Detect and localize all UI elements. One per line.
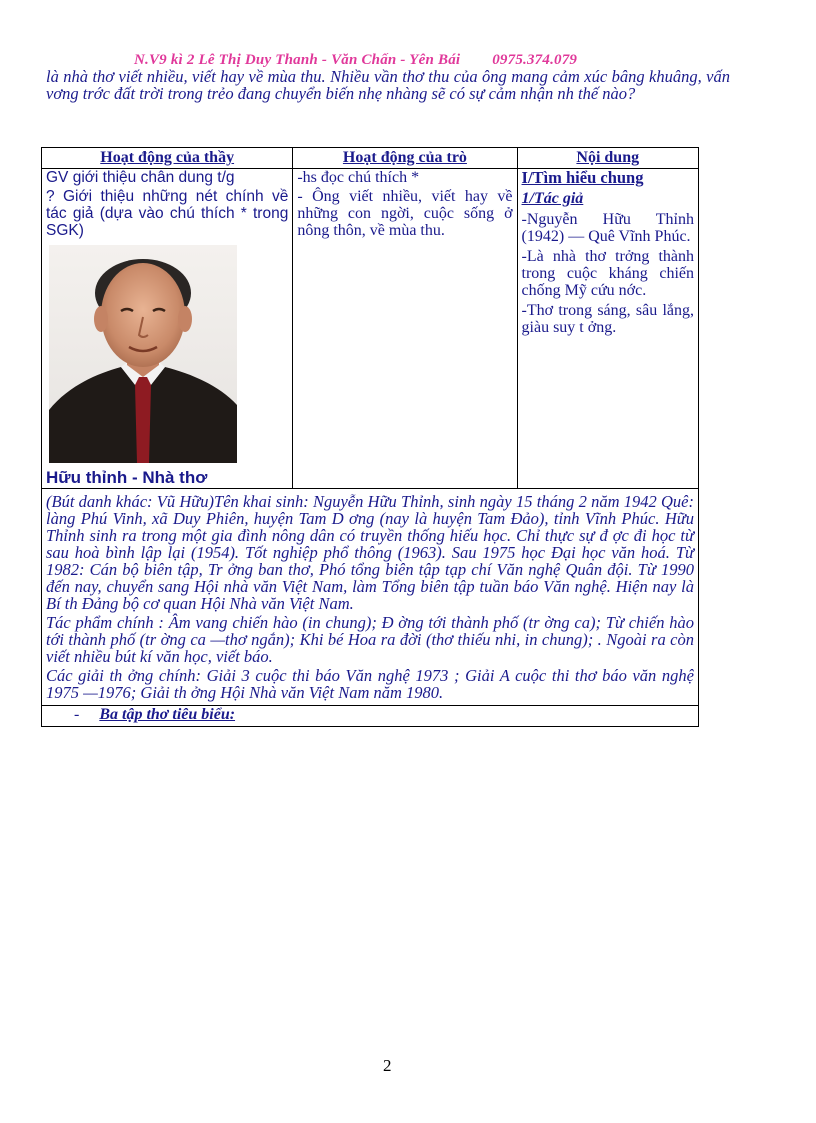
header-school: N.V9 kì 2 Lê Thị Duy Thanh - Văn Chấn - Yên Bái xyxy=(134,52,461,68)
student-activity-cell xyxy=(293,169,517,489)
teacher-line-2: ? Giới thiệu những nét chính về tác giả (dựa vào chú thích * trong SGK) xyxy=(46,188,289,239)
header-teacher-activity: Hoạt động của thầy xyxy=(42,148,293,169)
teacher-activity-cell xyxy=(42,169,293,489)
student-line-1: -hs đọc chú thích * xyxy=(297,169,420,186)
table-row xyxy=(42,169,699,489)
bio-paragraph-3: Các giải th ởng chính: Giải 3 cuộc thi báo Văn nghệ 1973 ; Giải A cuộc thi thơ báo văn nghệ 1975 —1976; Giải th ởng Hội Nhà văn Việt Nam năm 1980. xyxy=(46,666,694,702)
content-item-3: -Thơ trong sáng, sâu lắng, giàu suy t ởng. xyxy=(521,302,694,336)
header-content: Nội dung xyxy=(517,148,698,169)
poems-label: Ba tập thơ tiêu biểu: xyxy=(99,706,236,723)
header-phone: 0975.374.079 xyxy=(492,52,578,68)
table-row xyxy=(42,706,699,727)
content-cell xyxy=(517,169,698,489)
table-header-row xyxy=(42,148,699,169)
list-dash: - xyxy=(74,706,80,723)
biography-cell xyxy=(42,489,699,706)
content-item-1: -Nguyễn Hữu Thỉnh (1942) — Quê Vĩnh Phúc. xyxy=(521,211,694,245)
subsection-heading: 1/Tác giả xyxy=(521,190,584,207)
intro-paragraph: là nhà thơ viết nhiều, viết hay về mùa thu. Nhiều vần thơ thu của ông mang cảm xúc bâng khuâng, vấn vơng trớc đất trời trong trẻo đang chuyển biến nhẹ nhàng sẽ có sự cảm nhận nh thế nào? xyxy=(46,67,730,103)
section-heading: I/Tìm hiểu chung xyxy=(521,168,644,187)
author-portrait-image xyxy=(49,245,237,463)
bio-paragraph-1: (Bút danh khác: Vũ Hữu)Tên khai sinh: Nguyễn Hữu Thỉnh, sinh ngày 15 tháng 2 năm 1942 Quê: làng Phú Vinh, xã Duy Phiên, huyện Tam D ơng (nay là huyện Tam Đảo), tỉnh Vĩnh Phúc. Hữu Thỉnh sinh ra trong một gia đình nông dân có truyền thống hiếu học. Chỉ thực sự đ ợc đi học từ sau hoà bình lập lại (1954). Tốt nghiệp phổ thông (1963). Sau 1975 học Đại học văn hoá. Từ 1982: Cán bộ biên tập, Tr ởng ban thơ, Phó tổng biên tập tạp chí Văn nghệ Quân đội. Từ 1990 đến nay, chuyển sang Hội nhà văn Việt Nam, làm Tổng biên tập tuần báo Văn nghệ. Hiện nay là Bí th Đảng bộ cơ quan Hội Nhà văn Việt Nam. xyxy=(46,492,694,613)
lesson-table xyxy=(41,147,699,727)
poems-cell xyxy=(42,706,699,727)
content-item-2: -Là nhà thơ trởng thành trong cuộc kháng chiến chống Mỹ cứu nớc. xyxy=(521,248,694,299)
student-line-2: - Ông viết nhiều, viết hay về những con ngời, cuộc sống ở nông thôn, về mùa thu. xyxy=(297,188,513,239)
table-row xyxy=(42,489,699,706)
bio-paragraph-2: Tác phẩm chính : Âm vang chiến hào (in chung); Đ ờng tới thành phố (tr ờng ca); Từ chiến hào tới thành phố (tr ờng ca —thơ ngắn); Khi bé Hoa ra đời (thơ thiếu nhi, in chung); . Ngoài ra còn viết nhiều bút kí văn học, viết báo. xyxy=(46,613,694,666)
portrait-caption: Hữu thỉnh - Nhà thơ xyxy=(46,468,208,487)
page-number: 2 xyxy=(383,1056,392,1075)
header-student-activity: Hoạt động của trò xyxy=(293,148,517,169)
teacher-line-1: GV giới thiệu chân dung t/g xyxy=(46,169,235,186)
